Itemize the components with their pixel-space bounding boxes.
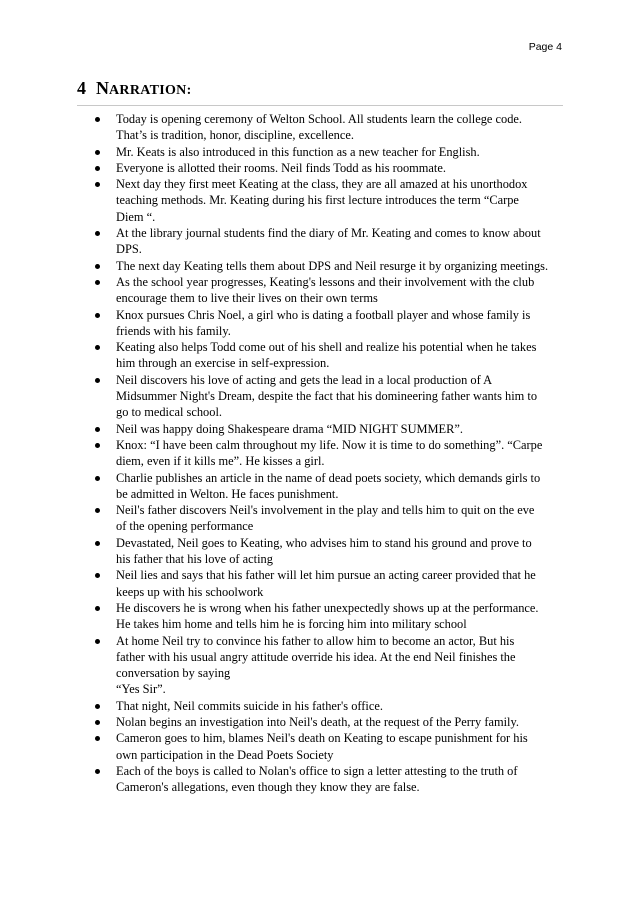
bullet-dot-icon: [95, 508, 100, 513]
bullet-item: [0, 763, 638, 796]
page-number: Page 4: [528, 41, 562, 53]
bullet-dot-icon: [95, 639, 100, 644]
bullet-item: [0, 111, 638, 144]
bullet-text-line: Each of the boys is called to Nolan's office to sign a letter attesting to the truth of: [116, 763, 518, 778]
bullet-text-line: Devastated, Neil goes to Keating, who advises him to stand his ground and prove to: [116, 535, 532, 550]
bullet-dot-icon: [95, 573, 100, 578]
bullet-text-line: That night, Neil commits suicide in his father's office.: [116, 698, 383, 713]
bullet-text-line: Diem “.: [116, 209, 156, 224]
bullet-item: [0, 421, 638, 437]
bullet-item: [0, 730, 638, 763]
bullet-text-line: He takes him home and tells him he is forcing him into military school: [116, 617, 467, 632]
bullet-dot-icon: [95, 264, 100, 269]
bullet-item: [0, 372, 638, 421]
bullet-text-line: him through an exercise in self-expression.: [116, 356, 330, 371]
bullet-item: [0, 225, 638, 258]
bullet-dot-icon: [95, 427, 100, 432]
bullet-text-line: The next day Keating tells them about DPS and Neil resurge it by organizing meetings.: [116, 258, 549, 273]
bullet-dot-icon: [95, 704, 100, 709]
bullet-text-line: Neil discovers his love of acting and gets the lead in a local production of A: [116, 372, 493, 387]
bullet-dot-icon: [95, 231, 100, 236]
bullet-item: [0, 339, 638, 372]
bullet-text-line: As the school year progresses, Keating's lessons and their involvement with the club: [116, 274, 535, 289]
bullet-text-line: friends with his family.: [116, 323, 231, 338]
bullet-text-line: keeps up with his schoolwork: [116, 584, 264, 599]
bullet-text-line: diem, even if it kills me”. He kisses a girl.: [116, 454, 325, 469]
bullet-dot-icon: [95, 769, 100, 774]
bullet-dot-icon: [95, 378, 100, 383]
bullet-dot-icon: [95, 443, 100, 448]
bullet-text-line: Charlie publishes an article in the name of dead poets society, which demands girls to: [116, 470, 541, 485]
section-number: 4: [77, 78, 86, 98]
bullet-text-line: Everyone is allotted their rooms. Neil finds Todd as his roommate.: [116, 160, 446, 175]
bullet-text-line: Midsummer Night's Dream, despite the fact that his domineering father wants him to: [116, 389, 538, 404]
bullet-item: [0, 144, 638, 160]
bullet-item: [0, 535, 638, 568]
bullet-item: [0, 633, 638, 698]
bullet-dot-icon: [95, 182, 100, 187]
bullet-text-line: Keating also helps Todd come out of his shell and realize his potential when he takes: [116, 340, 537, 355]
bullet-item: [0, 714, 638, 730]
bullet-text-line: go to medical school.: [116, 405, 222, 420]
bullet-dot-icon: [95, 117, 100, 122]
bullet-text-line: Cameron goes to him, blames Neil's death on Keating to escape punishment for his: [116, 731, 528, 746]
bullet-text-line: own participation in the Dead Poets Society: [116, 747, 334, 762]
bullet-text-line: Neil lies and says that his father will let him pursue an acting career provided that he: [116, 568, 536, 583]
bullet-dot-icon: [95, 313, 100, 318]
bullet-dot-icon: [95, 150, 100, 155]
bullet-item: [0, 698, 638, 714]
bullet-text-line: Knox pursues Chris Noel, a girl who is dating a football player and whose family is: [116, 307, 531, 322]
bullet-text-line: Next day they first meet Keating at the class, they are all amazed at his unorthodox: [116, 177, 528, 192]
bullet-text-line: Cameron's allegations, even though they know they are false.: [116, 780, 420, 795]
bullet-text-line: At home Neil try to convince his father to allow him to become an actor, But his: [116, 633, 515, 648]
bullet-text-line: At the library journal students find the diary of Mr. Keating and comes to know about: [116, 226, 541, 241]
bullet-item: [0, 600, 638, 633]
bullet-dot-icon: [95, 476, 100, 481]
bullet-dot-icon: [95, 736, 100, 741]
bullet-item: [0, 307, 638, 340]
bullet-text-line: Neil was happy doing Shakespeare drama “MID NIGHT SUMMER”.: [116, 421, 463, 436]
bullet-text-line: He discovers he is wrong when his father unexpectedly shows up at the performance.: [116, 600, 539, 615]
bullet-item: [0, 437, 638, 470]
bullet-dot-icon: [95, 606, 100, 611]
bullet-text-line: encourage them to live their lives on their own terms: [116, 291, 378, 306]
bullet-text-line: of the opening performance: [116, 519, 254, 534]
bullet-text-line: That’s is tradition, honor, discipline, excellence.: [116, 128, 354, 143]
bullet-text-line: be admitted in Welton. He faces punishment.: [116, 486, 339, 501]
bullet-text-line: father with his usual angry attitude override his idea. At the end Neil finishes the: [116, 649, 516, 664]
bullet-text-line: DPS.: [116, 242, 142, 257]
bullet-item: [0, 567, 638, 600]
bullet-dot-icon: [95, 345, 100, 350]
bullet-item: [0, 160, 638, 176]
section-title-rest: ARRATION:: [109, 83, 192, 98]
bullet-text-line: his father that his love of acting: [116, 552, 273, 567]
bullet-text-line: Mr. Keats is also introduced in this function as a new teacher for English.: [116, 144, 480, 159]
narration-bullet-list: [0, 111, 638, 795]
bullet-item: [0, 502, 638, 535]
bullet-item: [0, 258, 638, 274]
bullet-dot-icon: [95, 720, 100, 725]
bullet-dot-icon: [95, 166, 100, 171]
bullet-text-line: conversation by saying: [116, 666, 231, 681]
bullet-text-line: Nolan begins an investigation into Neil's death, at the request of the Perry family.: [116, 714, 519, 729]
bullet-item: [0, 176, 638, 225]
bullet-item: [0, 470, 638, 503]
bullet-text-line: Today is opening ceremony of Welton School. All students learn the college code.: [116, 112, 523, 126]
section-heading: [77, 78, 563, 106]
bullet-dot-icon: [95, 541, 100, 546]
bullet-text-line: “Yes Sir”.: [116, 682, 166, 697]
bullet-dot-icon: [95, 280, 100, 285]
bullet-text-line: teaching methods. Mr. Keating during his first lecture introduces the term “Carpe: [116, 193, 519, 208]
bullet-text-line: Knox: “I have been calm throughout my life. Now it is time to do something”. “Carpe: [116, 437, 543, 452]
section-title-initial: N: [96, 78, 109, 98]
bullet-item: [0, 274, 638, 307]
bullet-text-line: Neil's father discovers Neil's involvement in the play and tells him to quit on the eve: [116, 503, 535, 518]
